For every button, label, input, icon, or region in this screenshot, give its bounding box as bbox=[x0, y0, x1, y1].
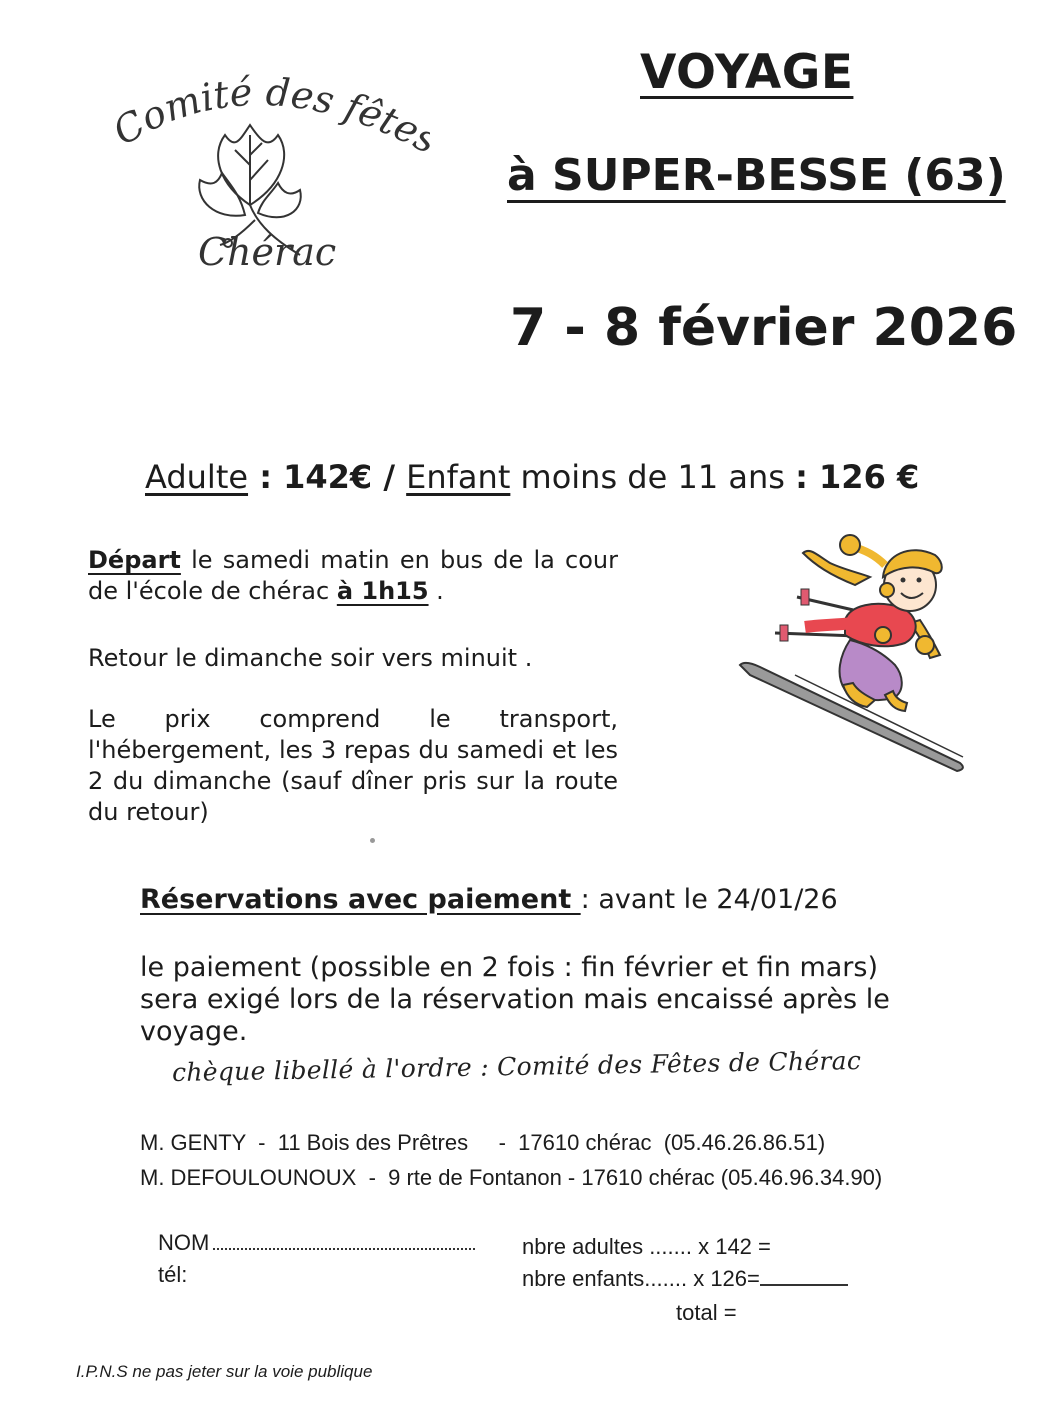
paiement-paragraph: le paiement (possible en 2 fois : fin février et fin mars) sera exigé lors de la réservation mais encaissé après le voyage. bbox=[140, 952, 890, 1047]
enfant-text: moins de 11 ans bbox=[510, 458, 796, 496]
enfant-label: Enfant bbox=[406, 458, 511, 496]
depart-paragraph bbox=[88, 545, 618, 607]
form-nom-label: NOM bbox=[158, 1230, 210, 1255]
price-line bbox=[145, 458, 919, 496]
enfant-price: : 126 € bbox=[795, 458, 920, 496]
logo-bottom-text: Chérac bbox=[198, 230, 337, 274]
retour-paragraph: Retour le dimanche soir vers minuit . bbox=[88, 644, 533, 672]
form-nom-field bbox=[213, 1232, 475, 1250]
reservation-line bbox=[140, 884, 838, 915]
adulte-price: : 142€ / bbox=[248, 458, 407, 496]
depart-label: Départ bbox=[88, 546, 181, 574]
oak-leaf-logo-icon bbox=[100, 55, 430, 285]
skier-icon bbox=[735, 525, 975, 780]
form-adultes: nbre adultes ....... x 142 = bbox=[522, 1234, 771, 1259]
logo-top-text: Comité des fête bbox=[105, 69, 427, 154]
contact-genty: M. GENTY - 11 Bois des Prêtres - 17610 chérac (05.46.26.86.51) bbox=[140, 1130, 826, 1155]
form-enfants-field bbox=[760, 1266, 848, 1286]
form-tel: tél: bbox=[158, 1262, 188, 1287]
scan-dot bbox=[370, 838, 375, 843]
adulte-label: Adulte bbox=[145, 458, 249, 496]
prix-paragraph: Le prix comprend le transport, l'hébergement, les 3 repas du samedi et les 2 du dimanche (sauf dîner pris sur la route du retour) bbox=[88, 705, 618, 826]
title-voyage: VOYAGE bbox=[640, 45, 854, 100]
reservation-label: Réservations avec paiement bbox=[140, 884, 581, 915]
reservation-deadline: : avant le 24/01/26 bbox=[580, 884, 838, 915]
cheque-handwritten-note: chèque libellé à l'ordre : Comité des Fêtes de Chérac bbox=[171, 1045, 862, 1088]
form-enfants bbox=[522, 1266, 848, 1292]
form-enfants-label: nbre enfants....... x 126= bbox=[522, 1266, 760, 1291]
trip-dates: 7 - 8 février 2026 bbox=[510, 298, 1018, 358]
ipns-footer: I.P.N.S ne pas jeter sur la voie publique bbox=[76, 1362, 373, 1381]
form-total: total = bbox=[676, 1300, 737, 1325]
contact-defoulounoux: M. DEFOULOUNOUX - 9 rte de Fontanon - 17610 chérac (05.46.96.34.90) bbox=[140, 1165, 883, 1190]
depart-text: le samedi matin en bus de la cour de l'école de chérac bbox=[88, 546, 618, 605]
title-destination: à SUPER-BESSE (63) bbox=[507, 150, 1006, 201]
comite-logo bbox=[100, 55, 430, 285]
depart-time: à 1h15 bbox=[336, 577, 429, 605]
form-nom bbox=[158, 1230, 475, 1256]
depart-end: . bbox=[428, 577, 444, 605]
skier-illustration bbox=[735, 525, 975, 780]
